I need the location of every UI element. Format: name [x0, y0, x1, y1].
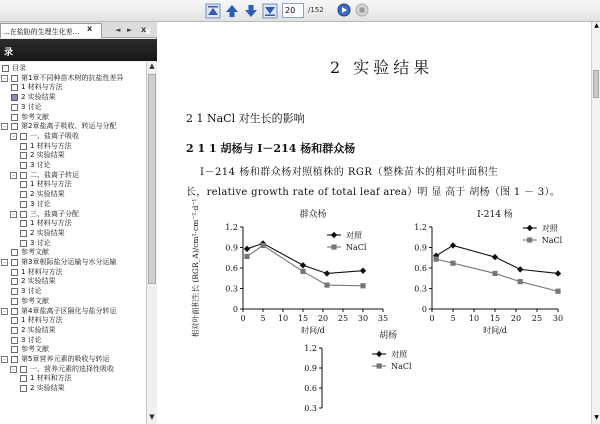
scroll-up-icon[interactable]: ▲ — [149, 62, 155, 70]
x-tick-label: 10 — [468, 314, 480, 323]
y-tick-label: 1.2 — [414, 223, 427, 232]
left-panel — [0, 22, 157, 424]
x-tick-label: 15 — [297, 314, 309, 323]
legend-label: 对照 — [346, 231, 362, 240]
bookmark-icon[interactable] — [11, 114, 18, 121]
bookmark-icon[interactable] — [11, 94, 18, 101]
outline-scrollbar[interactable] — [146, 62, 157, 424]
outline-item-label: 1 材料与方法 — [30, 141, 72, 150]
outline-item-label: 2 实验结果 — [30, 190, 65, 199]
bookmark-icon[interactable] — [20, 211, 27, 218]
outline-item-label: 2 实验结果 — [21, 93, 56, 102]
y-tick-label: 0 — [232, 305, 238, 314]
document-scrollbar[interactable] — [591, 22, 600, 424]
x-tick-label: 25 — [337, 314, 349, 323]
legend-label: NaCl — [541, 236, 563, 245]
outline-item-label: 第3章根际盐分运输与水分运输 — [21, 258, 117, 266]
outline-item-label: 1 材料与方法 — [30, 180, 72, 189]
bookmark-icon[interactable] — [20, 385, 27, 392]
outline-item-label: 1 材料与方法 — [21, 267, 63, 276]
chart-title: I-214 杨 — [477, 210, 513, 220]
outline-item-label: 一、营养元素的选择性吸收 — [30, 364, 114, 373]
document-page — [158, 22, 600, 424]
bookmark-icon[interactable] — [11, 84, 18, 91]
outline-close-icon[interactable]: x — [145, 27, 151, 37]
bookmark-icon[interactable] — [20, 162, 27, 169]
chapter-title: 2 实验结果 — [330, 58, 434, 77]
scroll-thumb[interactable] — [593, 70, 599, 98]
scroll-thumb[interactable] — [148, 74, 156, 284]
x-tick-label: 20 — [510, 314, 522, 323]
tab-strip-close-icon[interactable]: x — [141, 25, 147, 34]
close-icon[interactable]: x — [87, 24, 93, 33]
bookmark-icon[interactable] — [11, 346, 18, 353]
y-tick-label: 0.6 — [225, 264, 238, 273]
legend-label: 对照 — [391, 350, 408, 359]
bookmark-icon[interactable] — [11, 356, 18, 363]
y-tick-label: 1.2 — [304, 344, 317, 353]
paragraph-line-1: I－214 杨和群众杨对照植株的 RGR（整株苗木的相对叶面积生 — [200, 167, 499, 178]
scroll-down-icon[interactable]: ▼ — [149, 413, 155, 421]
bookmark-icon[interactable] — [11, 327, 18, 334]
outline-item-label: 第4章盐离子区隔化与盐分转运 — [21, 306, 117, 315]
tab-scroll-left-icon[interactable]: ◄ — [115, 26, 121, 34]
scroll-up-icon[interactable]: ▲ — [594, 22, 599, 29]
bookmark-icon[interactable] — [11, 298, 18, 305]
collapse-toggle-icon[interactable]: - — [11, 132, 16, 140]
outline-item-label: 2 实验结果 — [30, 228, 65, 237]
last-page-icon[interactable] — [262, 3, 278, 19]
collapse-toggle-icon[interactable]: - — [2, 356, 7, 363]
outline-item-label: 2 实验结果 — [21, 325, 56, 334]
section-heading-2: 2 1 1 胡杨与 I－214 杨和群众杨 — [186, 142, 356, 155]
first-page-icon[interactable] — [205, 3, 221, 19]
y-axis-label: 相对叶面积生长 (RGR_A)/cm²·cm⁻²·d⁻¹ — [191, 198, 200, 338]
bookmark-icon[interactable] — [20, 220, 27, 227]
bookmark-icon[interactable] — [11, 104, 18, 111]
outline-item-label: 参考文献 — [21, 296, 49, 305]
y-tick-label: 1.2 — [225, 223, 238, 232]
collapse-toggle-icon[interactable]: - — [2, 259, 7, 266]
outline-item-label: 第5章营养元素的吸收与转运 — [21, 355, 110, 363]
bookmark-icon[interactable] — [20, 172, 27, 179]
x-tick-label: 35 — [377, 314, 389, 323]
section-heading-1: 2 1 NaCl 对生长的影响 — [186, 112, 305, 125]
bookmark-icon[interactable] — [20, 230, 27, 237]
bookmark-icon[interactable] — [11, 308, 18, 315]
outline-item-label: 3 讨论 — [21, 102, 42, 111]
chart-title: 胡杨 — [378, 331, 398, 341]
legend-label: NaCl — [391, 362, 412, 371]
bookmark-icon[interactable] — [20, 133, 27, 140]
x-tick-label: 10 — [277, 314, 289, 323]
y-tick-label: 0.3 — [414, 284, 427, 294]
stop-icon[interactable] — [355, 3, 369, 17]
outline-header — [0, 39, 157, 61]
bookmark-icon[interactable] — [11, 249, 18, 256]
x-axis-label: 时间/d — [483, 326, 507, 335]
bookmark-icon[interactable] — [2, 65, 9, 72]
y-tick-label: 0.6 — [414, 264, 427, 273]
page-number-input[interactable] — [282, 3, 304, 18]
bookmark-icon[interactable] — [20, 375, 27, 382]
legend-label: 对照 — [541, 224, 558, 233]
outline-tree — [0, 62, 146, 424]
outline-item-label: 3 讨论 — [30, 199, 51, 208]
collapse-toggle-icon[interactable]: - — [11, 365, 16, 373]
collapse-toggle-icon[interactable]: - — [11, 210, 16, 218]
outline-item-label: 目录 — [12, 64, 26, 72]
outline-item-label: 3 讨论 — [30, 161, 51, 169]
bookmark-icon[interactable] — [20, 366, 27, 373]
bookmark-icon[interactable] — [20, 240, 27, 247]
y-tick-label: 0.9 — [414, 243, 427, 253]
outline-item-label: 三、盐离子分配 — [30, 209, 79, 218]
y-tick-label: 0.9 — [225, 243, 238, 253]
collapse-toggle-icon[interactable]: - — [11, 171, 16, 179]
outline-item-label: 二、盐离子转运 — [30, 170, 79, 179]
bookmark-icon[interactable] — [11, 288, 18, 295]
bookmark-icon[interactable] — [11, 317, 18, 324]
x-tick-label: 20 — [317, 314, 329, 323]
x-tick-label: 30 — [552, 314, 564, 323]
x-tick-label: 0 — [429, 314, 435, 323]
x-tick-label: 25 — [531, 314, 543, 323]
collapse-toggle-icon[interactable]: - — [2, 123, 7, 131]
bookmark-icon[interactable] — [11, 75, 18, 82]
y-tick-label: 0.6 — [304, 384, 317, 393]
scroll-down-icon[interactable]: ▼ — [594, 414, 599, 421]
outline-item-label: 1 材料和方法 — [30, 374, 72, 383]
outline-title: 录 — [4, 48, 14, 58]
outline-item-label: 1 材料与方法 — [30, 219, 72, 228]
outline-item-label: 2 实验结果 — [21, 277, 56, 286]
bookmark-icon[interactable] — [11, 337, 18, 344]
outline-item-label: 参考文献 — [21, 248, 49, 257]
x-tick-label: 15 — [489, 314, 501, 323]
outline-item-label: 第1章不同种苗木树的抗盐性差异 — [21, 73, 124, 82]
collapse-toggle-icon[interactable]: - — [2, 307, 7, 315]
x-tick-label: 30 — [357, 314, 369, 323]
y-tick-label: 0.9 — [304, 364, 317, 373]
tab-strip — [0, 22, 157, 38]
y-tick-label: 0.3 — [225, 284, 238, 294]
page-total: /152 — [308, 6, 324, 14]
x-tick-label: 5 — [450, 314, 456, 323]
outline-item-label: 2 实验结果 — [30, 384, 65, 393]
outline-item-label: 1 材料与方法 — [21, 316, 63, 325]
outline-item-label: 参考文献 — [21, 112, 49, 121]
go-icon[interactable] — [337, 3, 351, 17]
document-tab-title: ...在盐胁的生理生化差... — [3, 28, 80, 36]
toolbar — [0, 0, 600, 22]
x-tick-label: 5 — [260, 314, 266, 323]
y-tick-label: 0 — [421, 305, 427, 314]
outline-item-label: 2 实验结果 — [30, 151, 65, 160]
outline-item-label: 3 讨论 — [21, 335, 42, 344]
x-tick-label: 0 — [240, 314, 246, 323]
outline-item-label: 一、盐离子吸收 — [30, 131, 79, 140]
legend-label: NaCl — [346, 243, 367, 252]
bookmark-icon[interactable] — [11, 259, 18, 266]
outline-item-label: 第2章盐离子吸收、转运与分配 — [21, 122, 117, 131]
y-tick-label: 0.3 — [304, 404, 317, 413]
next-page-icon[interactable] — [243, 3, 259, 19]
bookmark-icon[interactable] — [20, 152, 27, 159]
chart-title: 群众杨 — [299, 210, 327, 220]
outline-item-label: 3 讨论 — [21, 287, 42, 296]
bookmark-icon[interactable] — [20, 191, 27, 198]
collapse-toggle-icon[interactable]: - — [2, 74, 7, 82]
bookmark-icon[interactable] — [20, 143, 27, 150]
bookmark-icon[interactable] — [11, 269, 18, 276]
bookmark-icon[interactable] — [11, 123, 18, 130]
prev-page-icon[interactable] — [224, 3, 240, 19]
bookmark-icon[interactable] — [20, 201, 27, 208]
outline-item-label: 3 讨论 — [30, 238, 51, 247]
paragraph-line-2: 长，relative growth rate of total leaf area）明 显 高于 胡杨（图 1 － 3）。 — [186, 187, 561, 198]
outline-item-label: 参考文献 — [21, 345, 49, 354]
outline-item-label: 1 材料与方法 — [21, 83, 63, 92]
bookmark-icon[interactable] — [20, 181, 27, 188]
x-axis-label: 时间/d — [301, 326, 325, 335]
bookmark-icon[interactable] — [11, 278, 18, 285]
tab-scroll-right-icon[interactable]: ► — [127, 26, 133, 34]
